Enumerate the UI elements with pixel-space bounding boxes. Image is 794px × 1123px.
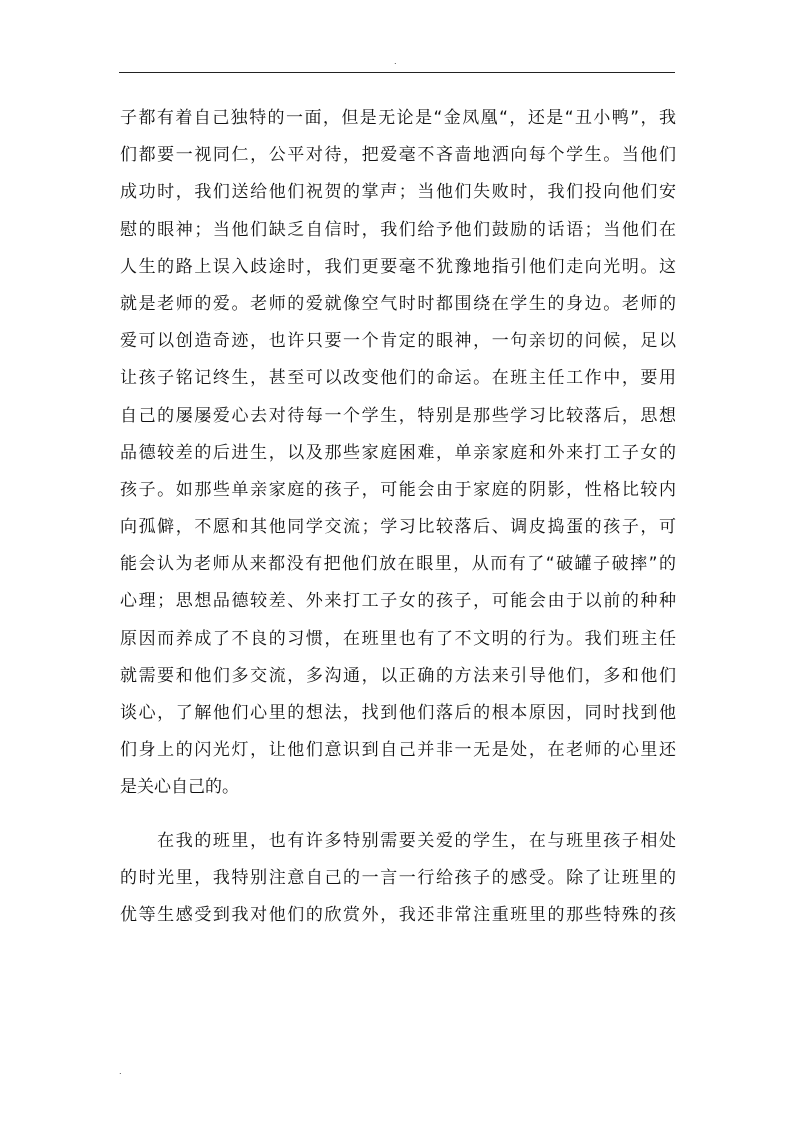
paragraph-1: [120, 100, 676, 807]
text-line: 们身上的闪光灯，让他们意识到自己并非一无是处，在老师的心里还: [120, 740, 676, 761]
text-line: 在我的班里，也有许多特别需要关爱的学生，在与班里孩子相处: [120, 830, 676, 851]
text-line: 爱可以创造奇迹，也许只要一个肯定的眼神，一句亲切的问候，足以: [120, 331, 676, 352]
text-line: 子都有着自己独特的一面，但是无论是“金凤凰“，还是“丑小鸭”，我: [120, 108, 676, 128]
text-line: 们都要一视同仁，公平对待，把爱毫不吝啬地洒向每个学生。当他们: [120, 145, 676, 166]
text-line: 孩子。如那些单亲家庭的孩子，可能会由于家庭的阴影，性格比较内: [120, 479, 676, 500]
text-line: 品德较差的后进生，以及那些家庭困难，单亲家庭和外来打工子女的: [120, 442, 676, 463]
text-line: 让孩子铭记终生，甚至可以改变他们的命运。在班主任工作中，要用: [120, 368, 676, 389]
text-line: 慰的眼神；当他们缺乏自信时，我们给予他们鼓励的话语；当他们在: [120, 219, 676, 240]
text-line: 成功时，我们送给他们祝贺的掌声；当他们失败时，我们投向他们安: [120, 182, 676, 203]
text-line: 优等生感受到我对他们的欣赏外，我还非常注重班里的那些特殊的孩: [120, 904, 676, 925]
paragraph-2: [120, 823, 676, 935]
header-rule: [119, 72, 675, 73]
text-line: 原因而养成了不良的习惯，在班里也有了不文明的行为。我们班主任: [120, 628, 676, 649]
footer-mark: .: [119, 1067, 122, 1076]
text-line: 心理；思想品德较差、外来打工子女的孩子，可能会由于以前的种种: [120, 591, 676, 612]
text-line: 人生的路上误入歧途时，我们更要毫不犹豫地指引他们走向光明。这: [120, 256, 676, 277]
header-mark: .: [394, 57, 397, 66]
text-line: 就是老师的爱。老师的爱就像空气时时都围绕在学生的身边。老师的: [120, 293, 676, 314]
text-line: 是关心自己的。: [120, 777, 239, 798]
text-line: 向孤僻，不愿和其他同学交流；学习比较落后、调皮捣蛋的孩子，可: [120, 517, 676, 538]
text-line: 自己的屡屡爱心去对待每一个学生，特别是那些学习比较落后，思想: [120, 405, 676, 426]
text-line: 的时光里，我特别注意自己的一言一行给孩子的感受。除了让班里的: [120, 867, 676, 888]
text-line: 能会认为老师从来都没有把他们放在眼里，从而有了“破罐子破摔”的: [120, 554, 676, 575]
body-text: [120, 100, 676, 934]
text-line: 就需要和他们多交流，多沟通，以正确的方法来引导他们，多和他们: [120, 665, 676, 686]
paragraph-gap: [120, 807, 676, 823]
text-line: 谈心，了解他们心里的想法，找到他们落后的根本原因，同时找到他: [120, 703, 676, 723]
